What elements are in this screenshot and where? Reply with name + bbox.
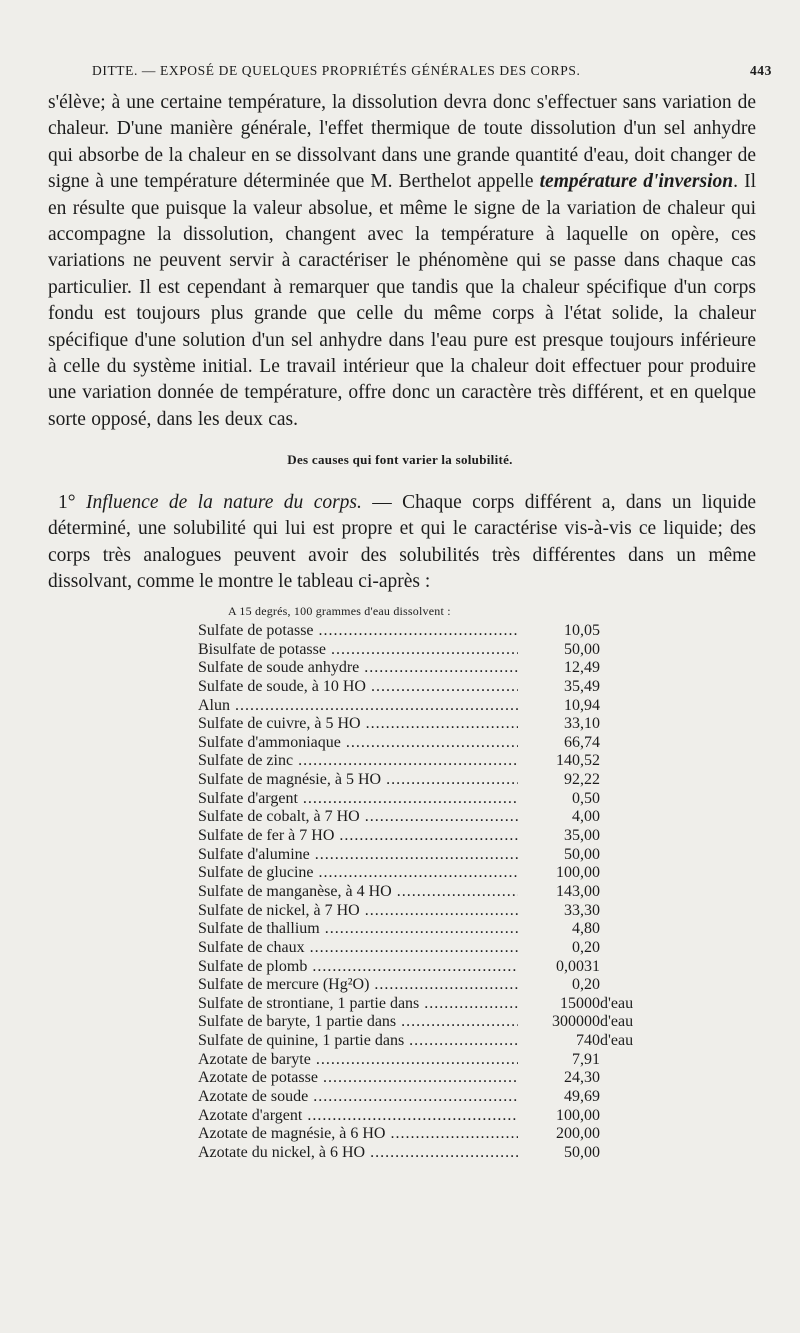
table-row [198,1051,658,1070]
paragraph-nature-of-body [48,490,756,595]
solubility-value: 300000 [524,1013,600,1032]
substance-name: Azotate de potasse ..... [198,1069,518,1088]
table-row [198,790,658,809]
substance-name: Sulfate de manganèse, à 4 HO ..... [198,883,518,902]
substance-name: Alun ..... [198,697,518,716]
substance-name: Azotate de soude ..... [198,1088,518,1107]
table-row [198,920,658,939]
solubility-value: 49,69 [524,1088,600,1107]
substance-name: Sulfate d'ammoniaque ..... [198,734,518,753]
solubility-value: 143,00 [524,883,600,902]
solubility-value: 4,80 [524,920,600,939]
solubility-value: 50,00 [524,1144,600,1163]
emphasized-term: température d'inversion [539,171,734,193]
solubility-value: 66,74 [524,734,600,753]
table-row [198,697,658,716]
table-row [198,622,658,641]
table-row [198,976,658,995]
page-number: 443 [749,63,772,78]
paragraph-text [48,90,756,433]
substance-name: Sulfate de fer à 7 HO ..... [198,827,518,846]
substance-name: Sulfate de glucine ..... [198,864,518,883]
substance-name: Sulfate d'alumine ..... [198,846,518,865]
paragraph-thermal-effects [48,90,756,433]
paragraph-text [48,490,756,595]
solubility-value: 4,00 [524,808,600,827]
solubility-value: 0,20 [524,976,600,995]
table-row [198,752,658,771]
solubility-value: 0,0031 [524,958,600,977]
substance-name: Sulfate de nickel, à 7 HO ..... [198,902,518,921]
table-row [198,1144,658,1163]
substance-name: Azotate du nickel, à 6 HO ..... [198,1144,518,1163]
substance-name: Sulfate de thallium ..... [198,920,518,939]
solubility-value: 140,52 [524,752,600,771]
table-row [198,1107,658,1126]
table-row [198,995,658,1014]
table-row [198,902,658,921]
solubility-value: 33,30 [524,902,600,921]
substance-name: Azotate d'argent ..... [198,1107,518,1126]
solubility-value: 33,10 [524,715,600,734]
substance-name: Sulfate de soude, à 10 HO ..... [198,678,518,697]
substance-name: Sulfate d'argent ..... [198,790,518,809]
substance-name: Sulfate de zinc ..... [198,752,518,771]
table-row [198,641,658,660]
solubility-value: 0,20 [524,939,600,958]
table-caption: A 15 degrés, 100 grammes d'eau dissolvent : [228,604,451,618]
table-row [198,827,658,846]
table-row [198,1125,658,1144]
substance-name: Bisulfate de potasse ..... [198,641,518,660]
substance-name: Sulfate de strontiane, 1 partie dans ..... [198,995,518,1014]
substance-name: Azotate de baryte ..... [198,1051,518,1070]
solubility-value: 12,49 [524,659,600,678]
solubility-value: 24,30 [524,1069,600,1088]
solubility-unit: d'eau [600,1013,634,1031]
table-row [198,1032,658,1051]
table-row [198,1088,658,1107]
solubility-value: 200,00 [524,1125,600,1144]
solubility-value: 50,00 [524,641,600,660]
table-row [198,846,658,865]
table-row [198,659,658,678]
substance-name: Sulfate de cuivre, à 5 HO ..... [198,715,518,734]
solubility-table [198,622,658,1163]
table-row [198,883,658,902]
solubility-value: 10,94 [524,697,600,716]
table-row [198,771,658,790]
solubility-value: 10,05 [524,622,600,641]
table-row [198,808,658,827]
substance-name: Sulfate de potasse ..... [198,622,518,641]
substance-name: Sulfate de magnésie, à 5 HO ..... [198,771,518,790]
solubility-value: 100,00 [524,864,600,883]
paragraph-number: 1° [58,492,76,513]
substance-name: Sulfate de plomb ..... [198,958,518,977]
solubility-unit: d'eau [600,994,634,1012]
substance-name: Sulfate de baryte, 1 partie dans ..... [198,1013,518,1032]
solubility-unit: d'eau [600,1032,634,1050]
paragraph-body: — Chaque corps différent a, dans un liquide déterminé, une solubilité qui lui est propre et qui le caractérise vis-à-vis ce liquide; des corps très analogues peuvent avoir des solubilités très différentes dans un même dissolvant, comme le montre le tableau ci-après : [48,492,757,592]
table-row [198,678,658,697]
table-row [198,734,658,753]
running-header [92,63,772,87]
solubility-value: 0,50 [524,790,600,809]
section-heading: Des causes qui font varier la solubilité. [287,452,513,467]
solubility-value: 740 [524,1032,600,1051]
table-row [198,958,658,977]
solubility-value: 35,00 [524,827,600,846]
substance-name: Azotate de magnésie, à 6 HO ..... [198,1125,518,1144]
solubility-value: 92,22 [524,771,600,790]
solubility-value: 50,00 [524,846,600,865]
table-row [198,864,658,883]
table-row [198,939,658,958]
substance-name: Sulfate de soude anhydre ..... [198,659,518,678]
solubility-value: 100,00 [524,1107,600,1126]
paragraph-text-part: s'élève; à une certaine température, la dissolution devra donc s'effectuer sans variation de chaleur. D'une manière générale, l'effet thermique de toute dissolution d'un sel anhydre qui absorbe de la chaleur en se dissolvant dans une grande quantité d'eau, doit changer de signe à une température déterminée que M. Berthelot appelle [48,92,756,193]
table-row [198,715,658,734]
substance-name: Sulfate de cobalt, à 7 HO ..... [198,808,518,827]
substance-name: Sulfate de quinine, 1 partie dans ..... [198,1032,518,1051]
solubility-value: 15000 [524,995,600,1014]
paragraph-text-part: . Il en résulte que puisque la valeur absolue, et même le signe de la variation de chaleur qui accompagne la dissolution, changent avec la température à laquelle on opère, ces variations ne peuvent servir à caractériser le phénomène qui se passe dans chaque cas particulier. Il est cependant à remarquer que tandis que la chaleur spécifique d'un corps fondu est toujours plus grande que celle du même corps à l'état solide, la chaleur spécifique d'une solution d'un sel anhydre dans l'eau pure est presque toujours inférieure à celle du système initial. Le travail intérieur que la chaleur doit effectuer pour produire une variation donnée de température, offre donc un caractère très différent, et en quelque sorte opposé, dans les deux cas. [48,171,756,430]
table-row [198,1069,658,1088]
substance-name: Sulfate de mercure (Hg²O) ..... [198,976,518,995]
paragraph-lead: Influence de la nature du corps. [85,492,362,513]
running-title: DITTE. — EXPOSÉ DE QUELQUES PROPRIÉTÉS GÉNÉRALES DES CORPS. [92,63,581,78]
solubility-value: 35,49 [524,678,600,697]
substance-name: Sulfate de chaux ..... [198,939,518,958]
solubility-value: 7,91 [524,1051,600,1070]
table-row [198,1013,658,1032]
